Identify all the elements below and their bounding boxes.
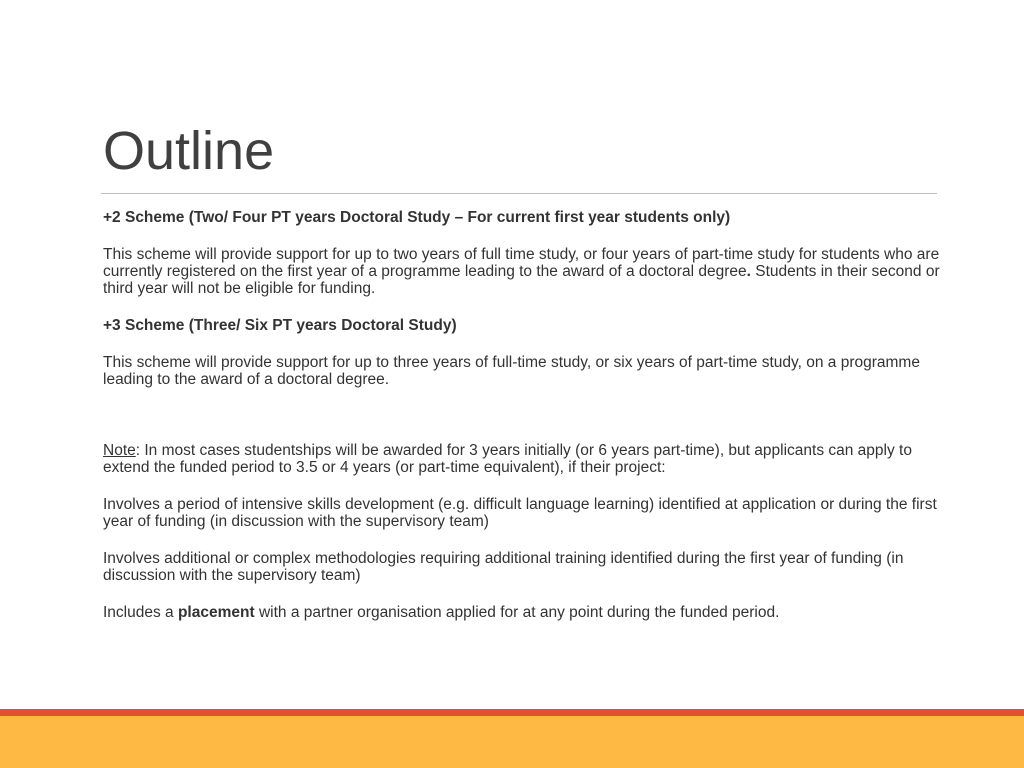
note-label: Note (103, 442, 136, 459)
condition-placement-pre: Includes a (103, 604, 178, 621)
slide-title: Outline (103, 121, 275, 181)
condition-placement (103, 604, 943, 621)
slide-body (103, 209, 943, 621)
scheme2-paragraph (103, 246, 943, 297)
note-paragraph (103, 442, 943, 476)
note-text: : In most cases studentships will be awarded for 3 years initially (or 6 years part-time), but applicants can apply to extend the funded period to 3.5 or 4 years (or part-time equivalent), if their project: (103, 442, 912, 476)
condition-skills: Involves a period of intensive skills development (e.g. difficult language learning) identified at application or during the first year of funding (in discussion with the supervisory team) (103, 496, 937, 530)
footer-accent-orange-bar (0, 716, 1024, 768)
scheme2-heading: +2 Scheme (Two/ Four PT years Doctoral Study – For current first year students only) (103, 209, 731, 226)
scheme2-body-part1: This scheme will provide support for up to two years of full time study, or four years of part-time study for students who are currently registered on the first year of a programme leading to the award of a doctoral degree (103, 246, 940, 280)
scheme2-body-part2: Students in their second or third year will not be eligible for funding. (103, 263, 940, 297)
scheme2-body-period: . (746, 263, 751, 280)
scheme3-heading: +3 Scheme (Three/ Six PT years Doctoral Study) (103, 317, 457, 334)
footer-accent-red-bar (0, 709, 1024, 716)
placement-keyword: placement (177, 604, 255, 621)
condition-methodologies: Involves additional or complex methodologies requiring additional training identified during the first year of funding (in discussion with the supervisory team) (103, 550, 904, 584)
condition-placement-post: with a partner organisation applied for at any point during the funded period. (254, 604, 780, 621)
title-divider (101, 193, 937, 194)
scheme3-paragraph: This scheme will provide support for up to three years of full-time study, or six years of part-time study, on a programme leading to the award of a doctoral degree. (103, 354, 920, 388)
